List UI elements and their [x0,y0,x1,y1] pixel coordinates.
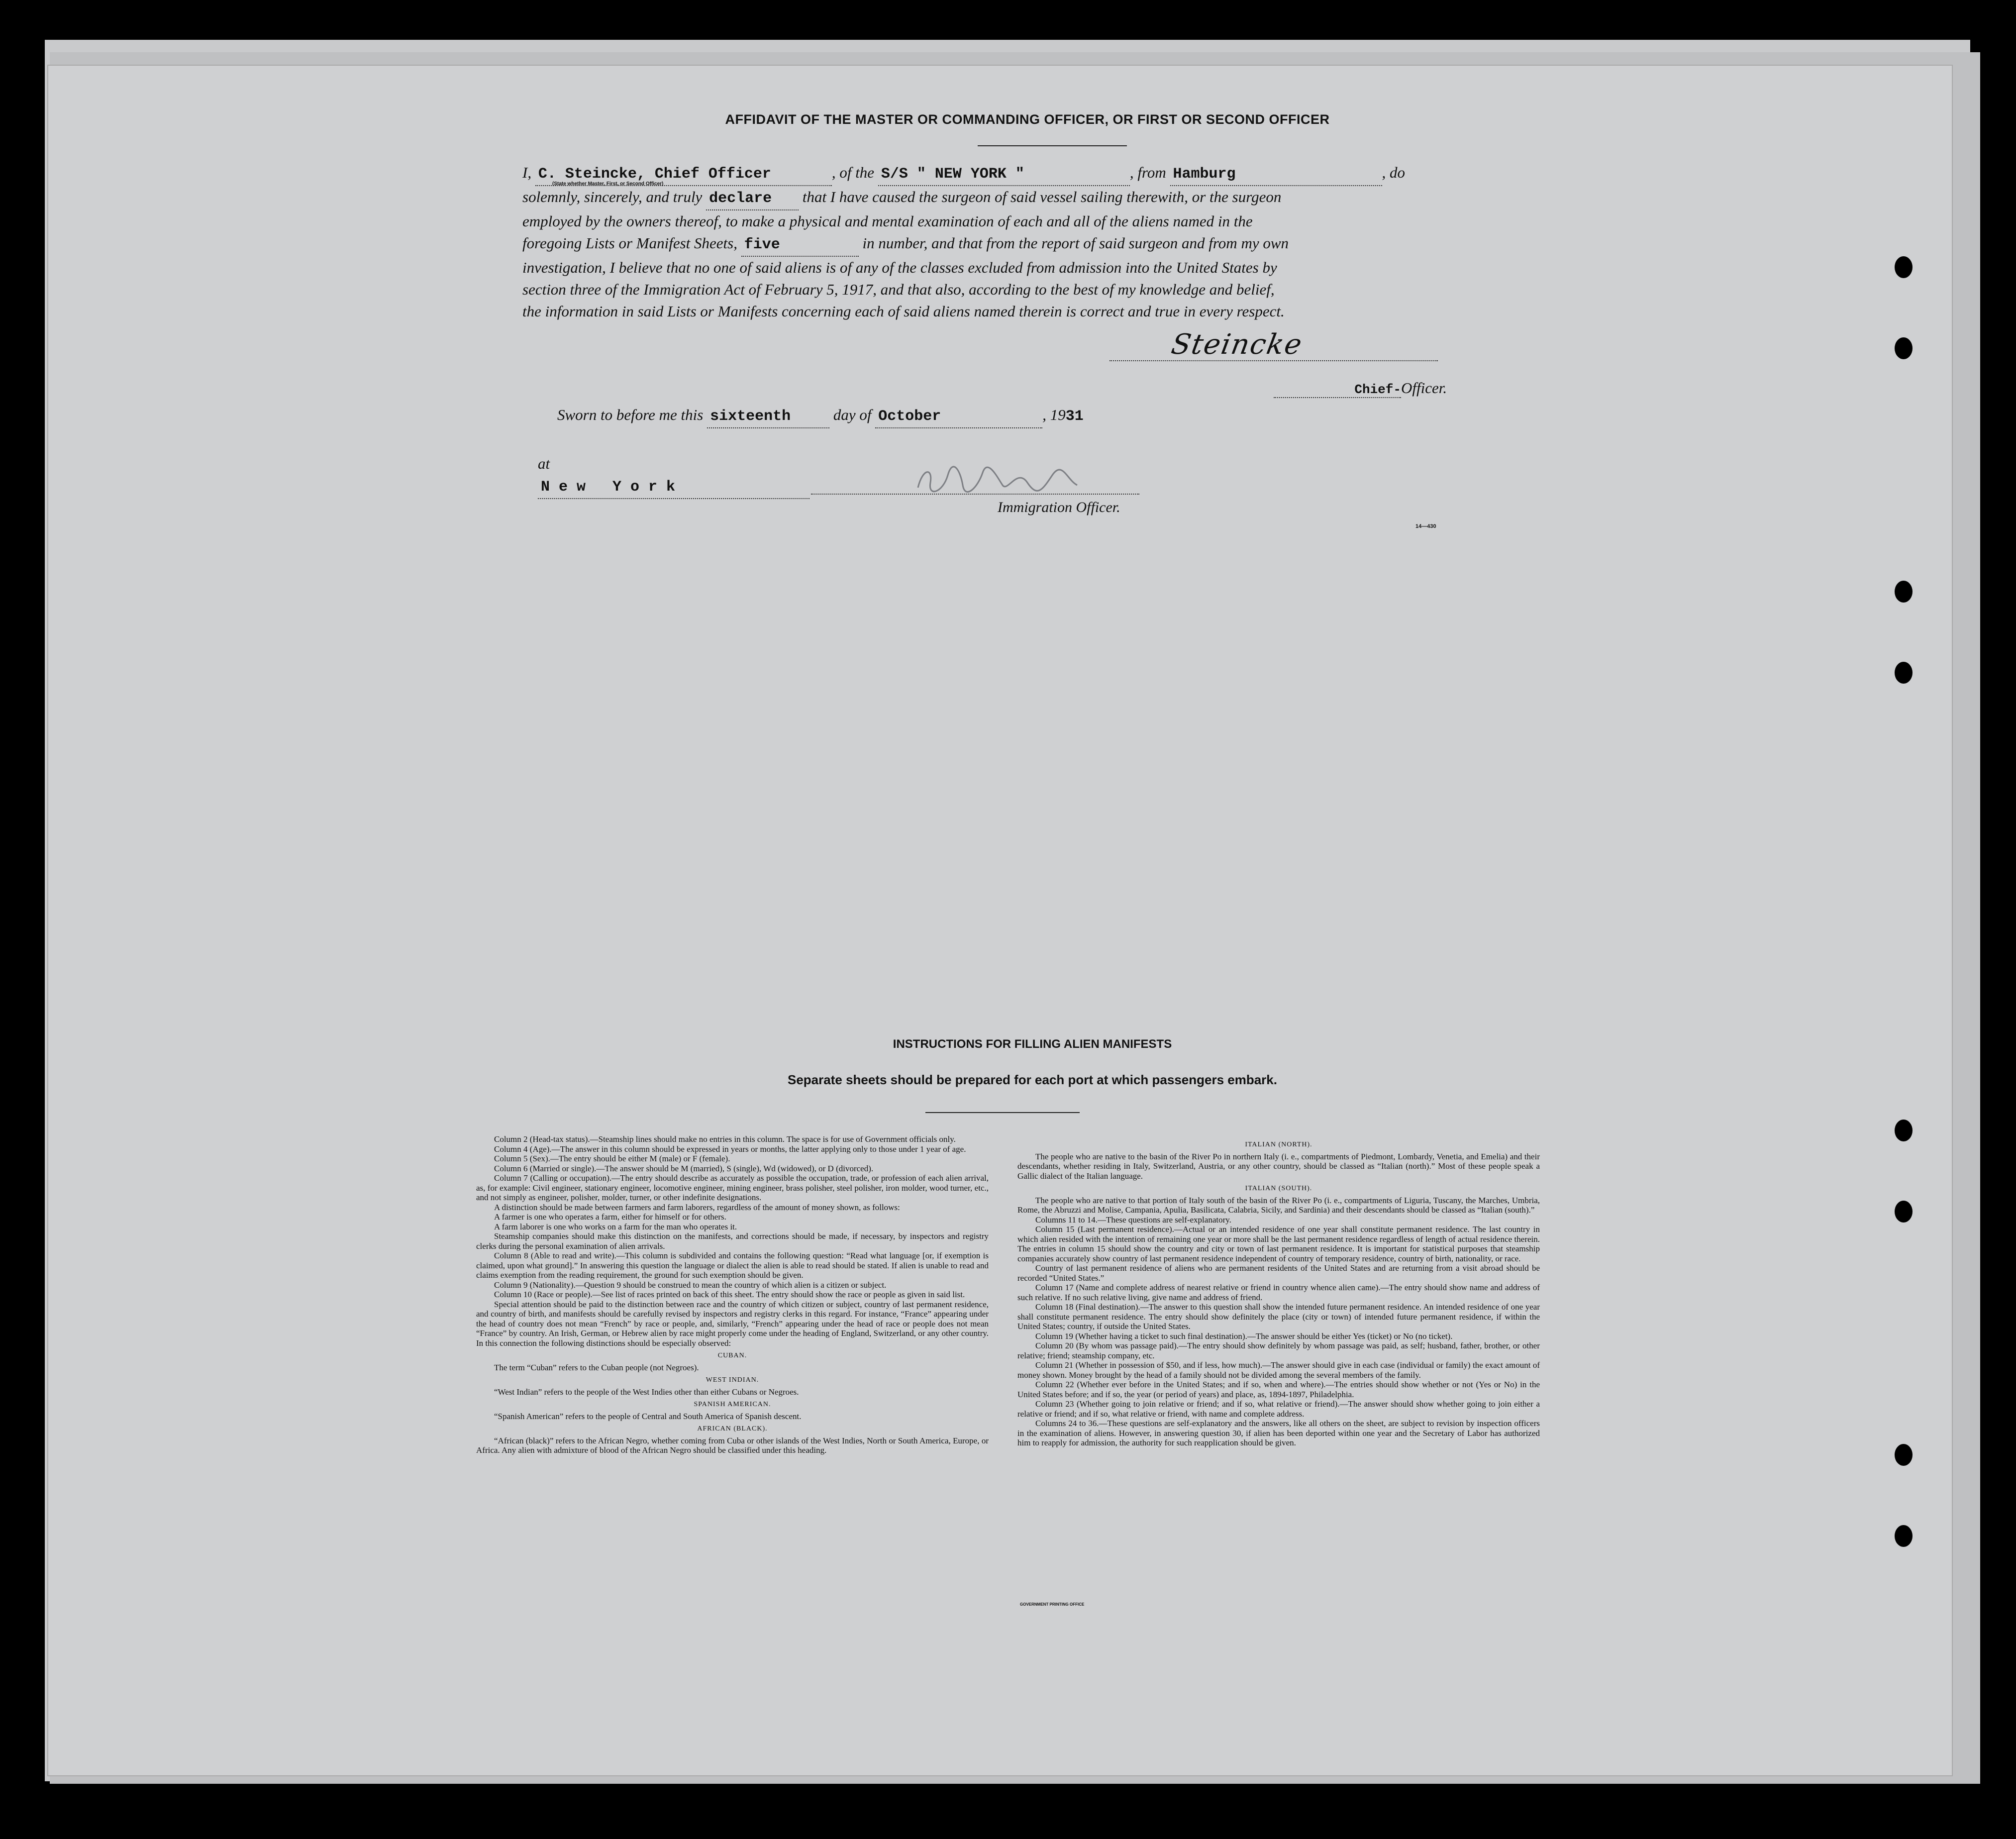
officer-label: Officer. [1401,379,1447,397]
binder-hole [1895,581,1913,603]
instruction-paragraph: Column 10 (Race or people).—See list of races printed on back of this sheet. The entry should show the race or people as given in said list. [494,1290,965,1299]
instruction-paragraph: Special attention should be paid to the distinction between race and the country of which citizen or subject, country of last permanent residence, and country of birth, and manifests should be carefully revised by inspectors and registry clerks in this regard. For instance, “France” appearing under the head of country does not mean “French” by race or people, and, similarly, “French” appearing under the head of race or people does not mean “France” by country. An Irish, German, or Hebrew alien by race might properly come under the heading of England, Switzerland, or any other country. In this connection the following distinctions should be especially observed: [476,1299,989,1348]
name-hint: (State whether Master, First, or Second Officer) [552,181,664,187]
instructions-right-column [1017,1137,1540,1448]
instruction-paragraph: A distinction should be made between farmers and farm laborers, regardless of the amount of money shown, as follows: [494,1202,900,1212]
instruction-paragraph: Column 15 (Last permanent residence).—Actual or an intended residence of one year shall constitute permanent residence. The last country in which alien resided with the intention of remaining one year or more shall be the last permanent residence regardless of length of actual residence therein. The entries in column 15 should show the country and city or town of last permanent residence. It is important for statistical purposes that steamship companies accurately show country of last permanent residence independent of country of temporary residence, country of birth, nationality, or race. [1017,1225,1540,1263]
instruction-paragraph: Column 5 (Sex).—The entry should be either M (male) or F (female). [494,1154,730,1163]
binder-hole [1895,1201,1913,1223]
instruction-heading: ITALIAN (NORTH). [1245,1141,1312,1148]
instruction-paragraph: Column 9 (Nationality).—Question 9 should be construed to mean the country of which alien is a citizen or subject. [494,1280,887,1290]
immigration-officer-signature [913,463,1102,498]
instruction-paragraph: Column 21 (Whether in possession of $50, and if less, how much).—The answer should give in each case (individual or family) the exact amount of money shown. Money brought by the head of a family should not be divided among the several members of the family. [1017,1360,1540,1380]
at-row: at N e w Y o r k [522,431,809,521]
sworn-day-field: sixteenth [707,406,829,428]
affidavit-line-3: employed by the owners thereof, to make a physical and mental examination of each and all of the aliens named in the [522,212,1253,230]
instruction-heading: CUBAN. [717,1352,747,1359]
instruction-paragraph: Column 19 (Whether having a ticket to such final destination).—The answer should be either Yes (ticket) or No (no ticket). [1035,1331,1453,1341]
instruction-paragraph: Column 23 (Whether going to join relative or friend; and if so, what relative or friend).—The answer should show whether going to join either a relative or friend; and if so, what relative or friend, with name and complete address. [1017,1399,1540,1419]
instruction-paragraph: “Spanish American” refers to the people of Central and South America of Spanish descent. [494,1411,802,1421]
instruction-paragraph: Column 17 (Name and complete address of nearest relative or friend in country whence alien came).—The entry should show name and address of such relative. If no such relative living, give name and address of friend. [1017,1283,1540,1302]
port-field: Hamburg [1170,163,1382,186]
affidavit-body [522,162,1527,322]
instruction-paragraph: Column 7 (Calling or occupation).—The entry should describe as accurately as possible the occupation, trade, or profession of each alien arrival, as, for example: Civil engineer, stationary engineer, locomotive engineer, mining engineer, brass polisher, steel polisher, iron molder, wood turner, etc., and not simply as engineer, polisher, molder, turner, or other indefinite designations. [476,1173,989,1202]
instruction-paragraph: Column 8 (Able to read and write).—This column is subdivided and contains the following question: “Read what language [or, if exemption is claimed, upon what ground].” In answering this question the language or dialect the alien is able to read should be stated. If alien is unable to read and claims exemption from the reading requirement, the ground for such exemption should be given. [476,1251,989,1280]
instruction-paragraph: A farmer is one who operates a farm, either for himself or for others. [494,1212,726,1222]
instruction-paragraph: Column 6 (Married or single).—The answer should be M (married), S (single), Wd (widowed), or D (divorced). [494,1163,874,1173]
affidavit-title: AFFIDAVIT OF THE MASTER OR COMMANDING OFFICER, OR FIRST OR SECOND OFFICER [725,112,1330,127]
officer-signature-line [1109,360,1438,361]
sworn-row: Sworn to before me this sixteenth day of October , 1931 [557,404,1084,428]
instruction-paragraph: Column 18 (Final destination).—The answer to this question shall show the intended future permanent residence. An intended residence of one year shall constitute permanent residence. The entry should show definitely the place (city or town) of intended future permanent residence, if within the United States; country, if outside the United States. [1017,1302,1540,1331]
sworn-month-field: October [875,406,1042,428]
officer-signature: Steincke [1169,328,1306,361]
binder-hole [1895,1525,1913,1547]
vessel-field: S/S " NEW YORK " [878,163,1130,186]
instruction-heading: WEST INDIAN. [706,1376,759,1384]
at-place-field: N e w Y o r k [538,476,809,499]
officer-title-row [1274,377,1447,399]
instructions-rule [925,1112,1080,1113]
manifest-page [47,65,1953,1776]
declare-field: declare [706,188,799,210]
instruction-paragraph: Column 4 (Age).—The answer in this column should be expressed in years or months, the latter applying only to those under 1 year of age. [494,1144,966,1154]
instruction-paragraph: Columns 11 to 14.—These questions are self-explanatory. [1035,1215,1231,1225]
affidavit-line-6: section three of the Immigration Act of February 5, 1917, and that also, according to the best of my knowledge and belief, [522,281,1275,298]
affidavit-line-5: investigation, I believe that no one of said aliens is of any of the classes excluded from admission into the United States by [522,259,1277,276]
instruction-paragraph: Column 2 (Head-tax status).—Steamship lines should make no entries in this column. The space is for use of Government officials only. [494,1134,956,1144]
instruction-paragraph: “African (black)” refers to the African Negro, whether coming from Cuba or other islands of the West Indies, North or South America, Europe, or Africa. Any alien with admixture of blood of the African Negro should be classified under this heading. [476,1435,989,1455]
immigration-officer-line [811,494,1139,495]
instruction-paragraph: Column 20 (By whom was passage paid).—The entry should show definitely by whom passage was paid, as self; husband, father, brother, or other relative; friend; steamship company, etc. [1017,1341,1540,1360]
binder-hole [1895,1120,1913,1141]
affidavit-line-2: solemnly, sincerely, and truly declare that I have caused the surgeon of said vessel sailing therewith, or the surgeon [522,186,1527,210]
binder-hole [1895,337,1913,359]
sheets-count-field: five [741,234,859,257]
instruction-paragraph: The people who are native to that portion of Italy south of the basin of the River Po (i. e., compartments of Liguria, Tuscany, the Marches, Umbria, Rome, the Abruzzi and Molise, Campania, Apulia, Basilicata, Calabria, Sicily, and Sardinia) and their descendants should be classed as “Italian (south).” [1017,1195,1540,1215]
sworn-year: 31 [1065,408,1084,425]
instruction-paragraph: “West Indian” refers to the people of the West Indies other than either Cubans or Negroes. [494,1387,799,1397]
affidavit-line-4: foregoing Lists or Manifest Sheets, five in number, and that from the report of said surgeon and from my own [522,232,1527,257]
instruction-paragraph: Country of last permanent residence of aliens who are permanent residents of the United States and are returning from a visit abroad should be recorded “United States.” [1017,1263,1540,1283]
instructions-left-column [476,1134,989,1455]
signature-scribble [913,463,1102,498]
instruction-paragraph: Steamship companies should make this distinction on the manifests, and corrections should be made, if necessary, by inspectors and registry clerks during the personal examination of alien arrivals. [476,1231,989,1251]
instruction-paragraph: Columns 24 to 36.—These questions are self-explanatory and the answers, like all others on the sheet, are subject to revision by inspection officers in the examination of aliens. However, in answering question 30, if alien has been deported within one year and the Secretary of Labor has authorized him to reapply for admission, the authority for such reapplication should be given. [1017,1419,1540,1447]
printer-imprint: GOVERNMENT PRINTING OFFICE [1020,1602,1085,1607]
instructions-subtitle: Separate sheets should be prepared for each port at which passengers embark. [788,1072,1277,1087]
affidavit-line-7: the information in said Lists or Manifests concerning each of said aliens named therein is correct and true in every respect. [522,303,1285,320]
officer-name-field: C. Steincke, Chief Officer [535,163,832,186]
instruction-paragraph: A farm laborer is one who works on a farm for the man who operates it. [494,1222,737,1231]
binder-hole [1895,1444,1913,1466]
immigration-officer-label: Immigration Officer. [998,499,1120,515]
instruction-paragraph: The term “Cuban” refers to the Cuban people (not Negroes). [494,1362,699,1372]
officer-rank-field: Chief- [1274,382,1401,398]
instruction-paragraph: Column 22 (Whether ever before in the United States; and if so, when and where).—The entries should show whether or not (Yes or No) in the United States before; and if so, the year (or period of years) and place, as, 1894-1897, Philadelphia. [1017,1380,1540,1399]
form-number: 14—430 [1415,523,1436,529]
instructions-title: INSTRUCTIONS FOR FILLING ALIEN MANIFESTS [893,1037,1172,1051]
title-rule [978,145,1127,146]
binder-hole [1895,662,1913,684]
binder-hole [1895,256,1913,278]
affidavit-line-1: I, C. Steincke, Chief Officer , of the S/S " NEW YORK " , from Hamburg , do [522,162,1527,186]
instruction-heading: ITALIAN (SOUTH). [1245,1185,1312,1192]
instruction-heading: SPANISH AMERICAN. [694,1401,771,1408]
instruction-paragraph: The people who are native to the basin of the River Po in northern Italy (i. e., compartments of Piedmont, Lombardy, Venetia, and Emelia) and their descendants, whether residing in Italy, Switzerland, Austria, or any other country, should be classed as “Italian (north).” Most of these people speak a Gallic dialect of the Italian language. [1017,1151,1540,1181]
instruction-heading: AFRICAN (BLACK). [697,1425,768,1432]
